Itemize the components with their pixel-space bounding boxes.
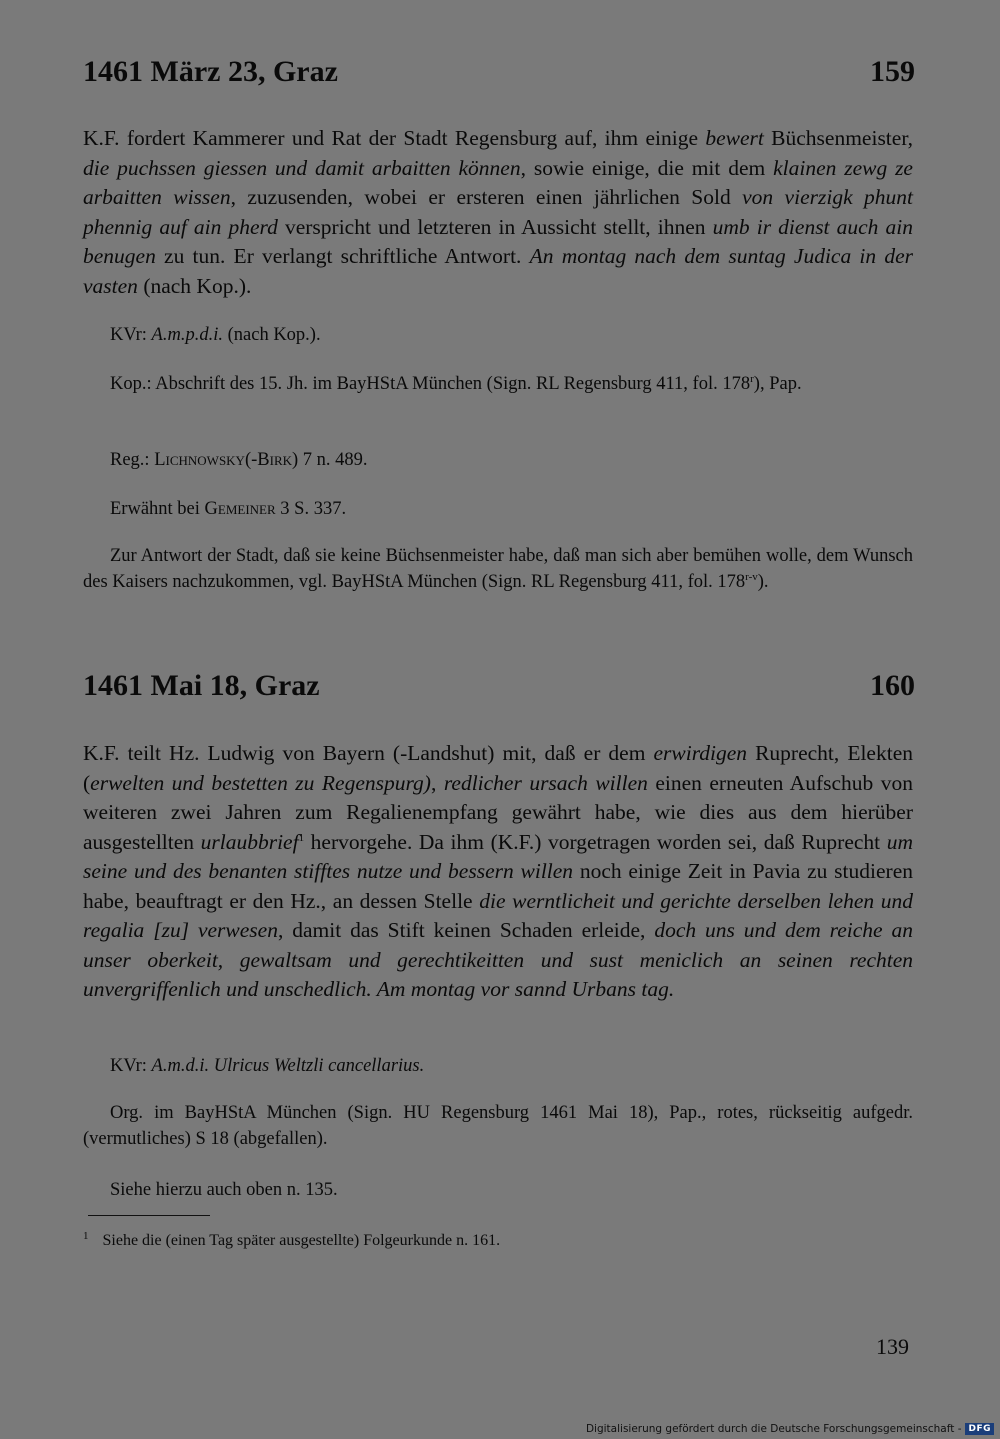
footnote-mark: 1	[83, 1229, 89, 1242]
text-run: (-	[244, 450, 258, 470]
footnote-rule	[88, 1215, 210, 1216]
italic-quote: A.m.p.d.i.	[151, 325, 223, 345]
italic-quote: um seine und des benanten stifftes nutze und bessern willen	[83, 829, 913, 883]
text-run: verspricht und letzteren in Aussicht stellt, ihnen	[277, 214, 713, 239]
text-run: Zur Antwort der Stadt, daß sie keine Büchsenmeister habe, daß man sich aber bemühen wolle, dem Wunsch des Kaisers nachzukommen, vgl. BayHStA München (Sign. RL Regensburg 411, fol. 178	[83, 546, 913, 592]
note-antwort	[83, 543, 913, 595]
text-run: einen erneuten Aufschub von weiteren zwei Jahren zum Regalienempfang gewährt habe, wie dies aus dem hierüber ausgestellten	[83, 770, 914, 854]
text-run: Erwähnt bei	[110, 499, 205, 519]
credit-text: Digitalisierung gefördert durch die Deutsche Forschungsgemeinschaft -	[585, 1423, 962, 1435]
entry-text-159	[83, 124, 913, 301]
text-run: Büchsenmeister,	[763, 126, 914, 150]
italic-quote: erwirdigen	[653, 741, 748, 765]
italic-quote: An montag nach dem suntag Judica in der vasten	[83, 244, 913, 298]
italic-quote: umb ir dienst auch ain benugen	[83, 214, 913, 268]
text-run: , damit das Stift keinen Schaden erleide,	[277, 918, 655, 942]
text-run: Siehe hierzu auch oben n. 135.	[110, 1180, 338, 1200]
text-run: Reg.:	[110, 450, 155, 470]
text-run: Ruprecht, Elekten (	[83, 741, 913, 795]
italic-quote: von vierzigk phunt phennig auf ain pherd	[83, 185, 913, 239]
footnote-text: Siehe die (einen Tag später ausgestellte) Folgeurkunde n. 161.	[102, 1232, 501, 1249]
entry-date-place: 1461 Mai 18, Graz	[83, 669, 320, 702]
text-run: K.F. fordert Kammerer und Rat der Stadt Regensburg auf, ihm einige	[83, 126, 706, 150]
text-run: zu tun. Er verlangt schriftliche Antwort.	[155, 244, 530, 268]
entry-text-160	[83, 739, 913, 1005]
text-run: Org. im BayHStA München (Sign. HU Regensburg 1461 Mai 18), Pap., rotes, rückseitig aufgedr. (vermutliches) S 18 (abgefallen).	[83, 1103, 913, 1149]
author-name: Birk	[257, 450, 293, 470]
superscript: 1	[298, 831, 305, 844]
note-reg	[83, 447, 913, 473]
dfg-logo: DFG	[965, 1423, 994, 1435]
entry-heading-160	[83, 668, 915, 704]
italic-quote: die werntlicheit und gerichte derselben lehen und regalia [zu] verwesen	[83, 888, 913, 942]
text-run: ), Pap.	[753, 374, 802, 394]
text-run: ,	[430, 770, 444, 795]
author-name: Lichnowsky	[154, 450, 245, 470]
note-siehe	[83, 1177, 913, 1203]
entry-date-place: 1461 März 23, Graz	[83, 55, 338, 88]
entry-number: 160	[870, 669, 915, 702]
italic-quote: klainen zewg ze arbaitten wissen	[83, 155, 913, 209]
text-run: , zuzusenden, wobei er ersteren einen jährlichen Sold	[230, 185, 743, 209]
italic-quote: erwelten und bestetten zu Regenspurg)	[90, 770, 431, 795]
entry-heading-159	[83, 54, 915, 90]
superscript: r-v	[745, 570, 758, 583]
italic-quote: A.m.d.i. Ulricus Weltzli cancellarius.	[151, 1056, 425, 1076]
footnote	[83, 1230, 913, 1252]
superscript: r	[750, 372, 754, 385]
text-run: noch einige Zeit in Pavia zu studieren habe, beauftragt er den Hz., an dessen Stelle	[83, 859, 913, 913]
text-run: hervorgehe. Da ihm (K.F.) vorgetragen worden sei, daß Ruprecht	[304, 829, 887, 854]
note-kvr	[83, 1053, 913, 1079]
text-run: (nach Kop.).	[137, 273, 252, 298]
author-name: Gemeiner	[204, 499, 276, 519]
text-run: ) 7 n. 489.	[292, 450, 368, 470]
note-org	[83, 1100, 913, 1152]
page-number: 139	[876, 1334, 909, 1359]
italic-quote: urlaubbrief	[200, 829, 299, 854]
text-run: (nach Kop.).	[222, 325, 321, 345]
text-run: K.F. teilt Hz. Ludwig von Bayern (-Landshut) mit, daß er dem	[83, 741, 654, 765]
italic-quote: redlicher ursach willen	[443, 770, 648, 795]
italic-quote: bewert	[705, 126, 764, 150]
note-erwaehnt	[83, 496, 913, 522]
text-run: KVr:	[110, 325, 152, 345]
note-kop	[83, 371, 913, 397]
text-run: Kop.: Abschrift des 15. Jh. im BayHStA München (Sign. RL Regensburg 411, fol. 178	[110, 374, 751, 394]
text-run: , sowie einige, die mit dem	[520, 155, 774, 180]
text-run: 3 S. 337.	[275, 499, 347, 519]
italic-quote: die puchssen giessen und damit arbaitten können	[83, 155, 521, 180]
digitization-credit	[586, 1423, 994, 1435]
entry-number: 159	[870, 55, 915, 88]
italic-quote: doch uns und dem reiche an unser oberkeit, gewaltsam und gerechtikeitten und sust meniclich an seinen rechten unvergriffenlich und unschedlich. Am montag vor sannd Urbans tag.	[83, 918, 913, 1001]
note-kvr	[83, 322, 913, 348]
text-run: ).	[757, 572, 769, 592]
text-run: KVr:	[110, 1056, 152, 1076]
